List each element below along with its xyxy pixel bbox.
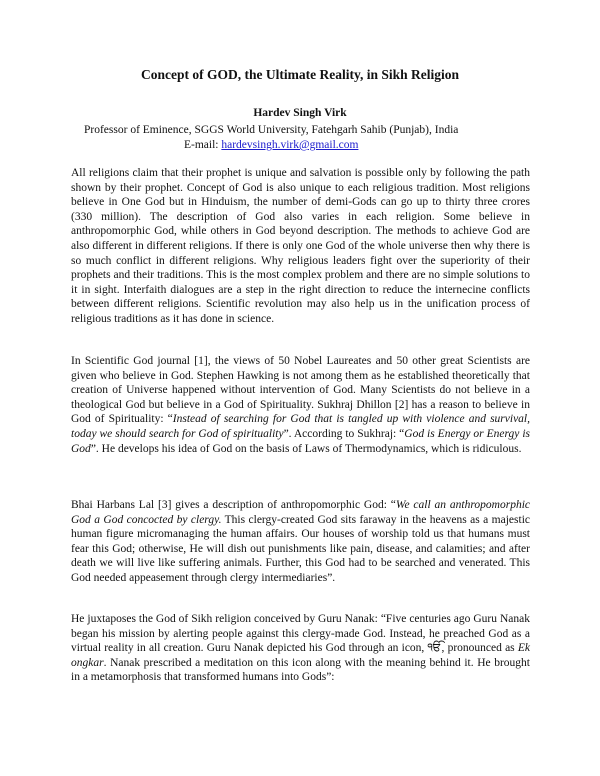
p3-text-b: This clergy-created God sits faraway in the heavens as a majestic human figure micromanaging the human affairs. Our houses of worship told us that humans must fear this God; otherwise, He will dish out punishments like pain, disease, and calamities; and after death we will live like suffering animals. Further, this God had to be searched and venerated. This God needed appeasement through clergy intermediaries”. <box>71 513 530 584</box>
p4-text-c: . Nanak prescribed a meditation on this icon along with the meaning behind it. He brought in a metamorphosis that transformed humans into Gods”: <box>71 656 530 684</box>
email-label: E-mail: <box>184 139 219 151</box>
p2-text-b: ”. According to Sukhraj: “ <box>283 427 405 440</box>
p3-quote-clergy: We call an anthropomorphic God a God concocted by clergy. <box>71 499 530 526</box>
p3-text-a: Bhai Harbans Lal [3] gives a description of anthropomorphic God: “ <box>71 499 396 511</box>
p4-term-ek-ongkar: Ek ongkar <box>71 642 530 669</box>
author-email-line <box>184 139 484 151</box>
author-affiliation: Professor of Eminence, SGGS World University, Fatehgarh Sahib (Punjab), India <box>84 124 459 136</box>
p2-quote-spirituality: Instead of searching for God that is tangled up with violence and survival, today we should search for God of spirituality <box>71 413 530 440</box>
paragraph-sikh-god <box>71 612 530 685</box>
paragraph-anthropomorphic-god <box>71 498 530 586</box>
p4-text-b: , pronounced as <box>441 642 518 655</box>
ek-onkar-symbol: ੴ <box>427 642 442 655</box>
author-name: Hardev Singh Virk <box>253 107 347 119</box>
p4-text-a: He juxtaposes the God of Sikh religion conceived by Guru Nanak: “Five centuries ago Guru Nanak began his mission by alerting people against this clergy-made God. Instead, he preached God as a virtual reality in all creation. Guru Nanak depicted his God through an icon, <box>71 613 530 655</box>
paragraph-intro: All religions claim that their prophet is unique and salvation is possible only by following the path shown by their prophet. Concept of God is also unique to each religious tradition. Most religions believe in One God but in Hinduism, the number of demi-Gods can go up to thirty three crores (330 million). The description of God also varies in each religion. Some believe in anthropomorphic God, while others in God beyond description. The methods to achieve God are also different in different religions. If there is only one God of the whole universe then why there is so much conflict in different religions. Why religious leaders fight over the superiority of their prophets and their traditions. This is the most complex problem and there are no simple solutions to it in sight. Interfaith dialogues are a step in the right direction to reduce the internecine conflicts between different religions. Scientific revolution may also help us in the unification process of religious traditions as it has done in science. <box>71 167 530 325</box>
email-link[interactable]: hardevsingh.virk@gmail.com <box>221 139 359 151</box>
paper-title: Concept of GOD, the Ultimate Reality, in Sikh Religion <box>141 67 459 82</box>
p2-text-c: ”. He develops his idea of God on the basis of Laws of Thermodynamics, which is ridiculous. <box>90 442 522 455</box>
p2-text-a: In Scientific God journal [1], the views of 50 Nobel Laureates and 50 other great Scientists are given who believe in God. Stephen Hawking is not among them as he established theoretically that creation of Universe happened without intervention of God. Many Scientists do not believe in a theological God but believe in a God of Spirituality. Sukhraj Dhillon [2] has a reason to believe in God of Spirituality: “ <box>71 355 530 426</box>
p2-quote-energy: God is Energy or Energy is God <box>71 427 531 455</box>
paragraph-scientific-god <box>71 354 530 456</box>
